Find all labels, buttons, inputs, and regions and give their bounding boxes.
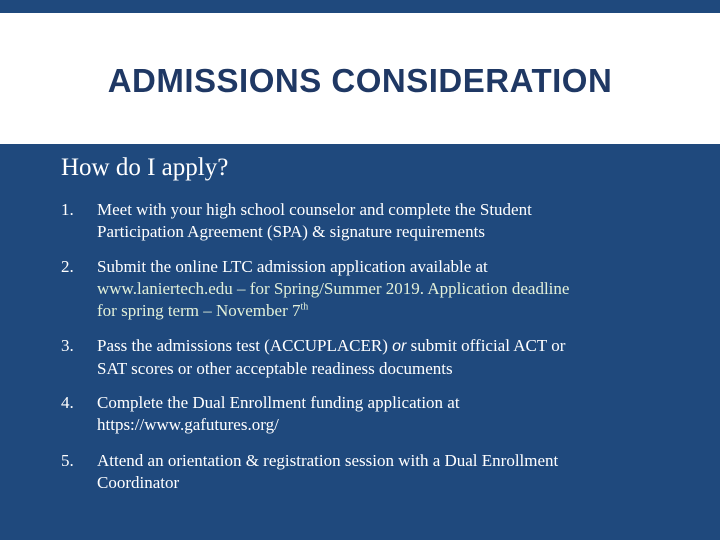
slide-title: ADMISSIONS CONSIDERATION	[107, 61, 613, 99]
step-line: Attend an orientation & registration session with a Dual Enrollment	[97, 451, 559, 470]
step-text	[97, 450, 687, 494]
title-banner	[0, 13, 720, 144]
step-line-highlight	[97, 300, 687, 322]
or-word: or	[392, 338, 407, 355]
slide-question: How do I apply?	[61, 154, 229, 181]
step-segment: submit official ACT or	[406, 336, 566, 355]
step-number: 3.	[61, 336, 74, 355]
step-line: SAT scores or other acceptable readiness documents	[97, 359, 453, 378]
step-number: 5.	[61, 451, 74, 470]
step-text	[97, 335, 687, 380]
step-number: 2.	[61, 257, 74, 276]
step-line: Complete the Dual Enrollment funding application at	[97, 393, 460, 412]
step-line: Participation Agreement (SPA) & signature requirements	[97, 222, 485, 241]
step-number: 4.	[61, 393, 74, 412]
ordinal-suffix: th	[300, 301, 309, 313]
step-text	[97, 392, 687, 436]
step-text	[97, 199, 687, 243]
step-link[interactable]: https://www.gafutures.org/	[97, 415, 279, 434]
step-number: 1.	[61, 200, 74, 219]
deadline-text: for spring term – November 7	[97, 301, 301, 320]
step-line: Coordinator	[97, 473, 180, 492]
step-segment: Pass the admissions test (ACCUPLACER)	[97, 336, 388, 355]
step-line: Submit the online LTC admission application available at	[97, 257, 488, 276]
step-line: Meet with your high school counselor and complete the Student	[97, 200, 532, 219]
step-line	[97, 335, 687, 358]
step-line-highlight: www.laniertech.edu – for Spring/Summer 2019. Application deadline	[97, 279, 570, 298]
step-text	[97, 256, 687, 322]
